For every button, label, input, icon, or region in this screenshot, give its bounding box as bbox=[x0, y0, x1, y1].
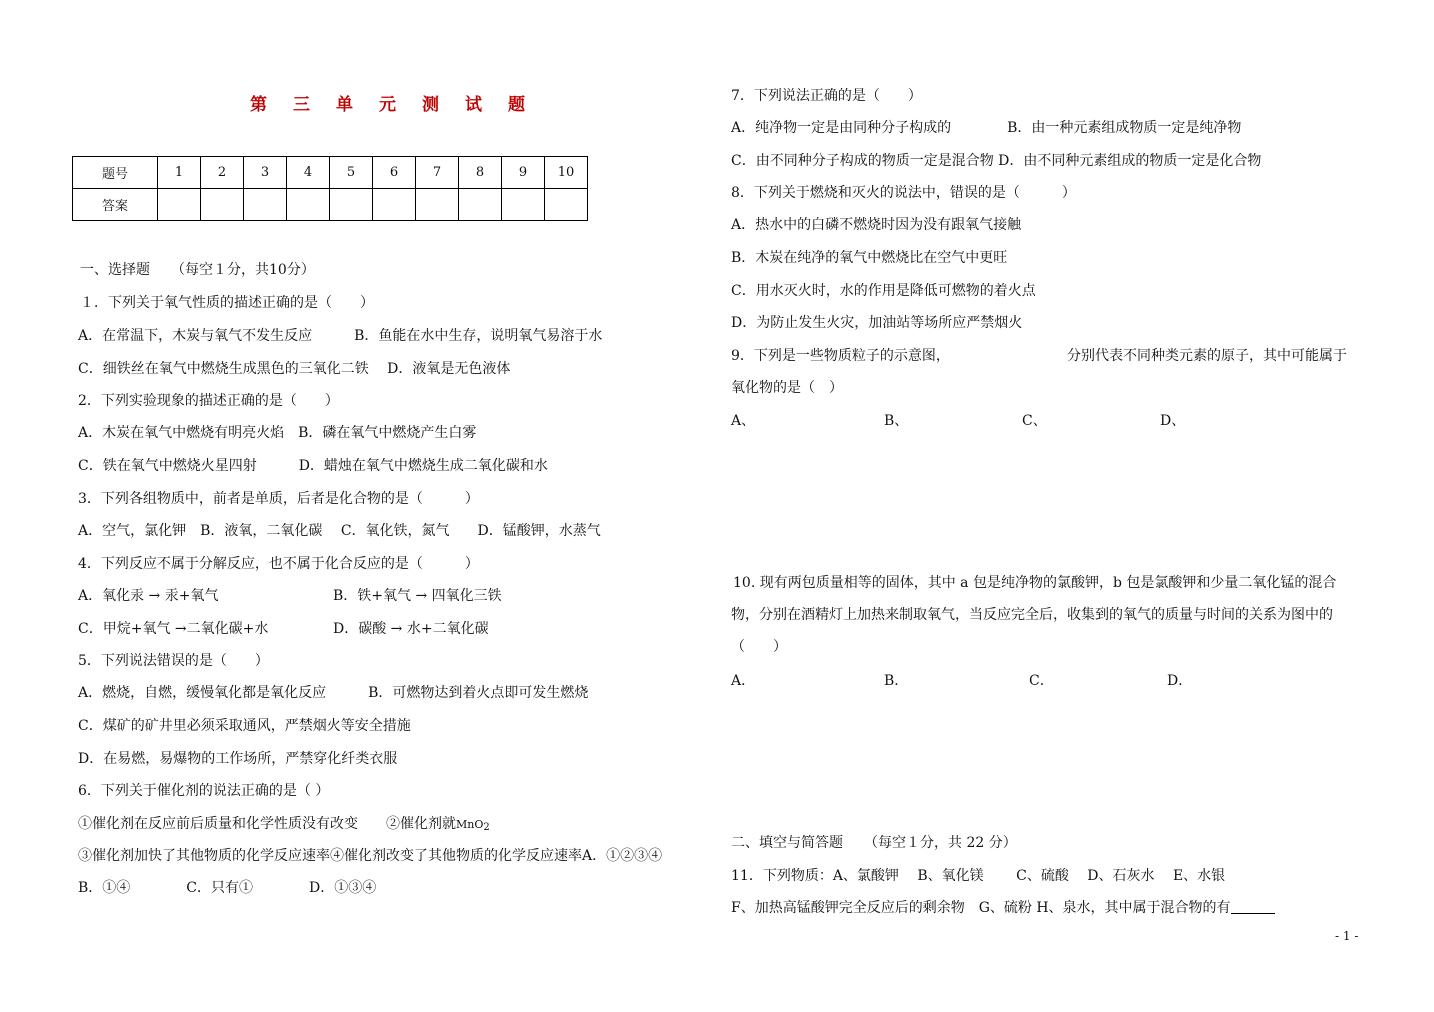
question-8-option-c: C．用水灭火时，水的作用是降低可燃物的着火点 bbox=[731, 283, 1036, 299]
answer-blank[interactable] bbox=[1231, 899, 1275, 914]
answer-cell[interactable] bbox=[287, 189, 330, 221]
question-5-options-ab: A．燃烧，自燃，缓慢氧化都是氧化反应 B．可燃物达到着火点即可发生燃烧 bbox=[78, 685, 589, 701]
question-number-cell: 2 bbox=[201, 157, 244, 189]
question-3-options: A．空气，氯化钾 B．液氧，二氧化碳 C．氧化铁，氮气 D．锰酸钾，水蒸气 bbox=[78, 523, 601, 539]
question-7-options-cd: C．由不同种分子构成的物质一定是混合物 D．由不同种元素组成的物质一定是化合物 bbox=[731, 153, 1262, 169]
question-number-cell: 5 bbox=[330, 157, 373, 189]
question-number-cell: 6 bbox=[373, 157, 416, 189]
question-9-option-d: D、 bbox=[1160, 413, 1186, 429]
question-4-option-c: C．甲烷+氧气 →二氧化碳+水 bbox=[78, 621, 269, 637]
question-7-options-ab: A．纯净物一定是由同种分子构成的 B．由一种元素组成物质一定是纯净物 bbox=[731, 120, 1242, 136]
question-3: 3．下列各组物质中，前者是单质，后者是化合物的是（ ） bbox=[78, 491, 479, 507]
question-10-line-1: 10. 现有两包质量相等的固体，其中 a 包是纯净物的氯酸钾，b 包是氯酸钾和少量二氧化锰的混合 bbox=[733, 575, 1337, 591]
question-4-option-a: A．氧化汞 → 汞+氧气 bbox=[78, 588, 219, 604]
question-5-option-c: C．煤矿的矿井里必须采取通风，严禁烟火等安全措施 bbox=[78, 718, 411, 734]
question-11-line-2-text: F、加热高锰酸钾完全反应后的剩余物 G、硫粉 H、泉水，其中属于混合物的有 bbox=[731, 900, 1231, 916]
question-9-part-3: 氧化物的是（ ） bbox=[731, 380, 843, 396]
question-4-option-b: B．铁+氧气 → 四氧化三铁 bbox=[333, 588, 502, 604]
question-4-option-d: D．碳酸 → 水+二氧化碳 bbox=[333, 621, 489, 637]
question-number-label: 题号 bbox=[73, 157, 158, 189]
question-8-option-a: A．热水中的白磷不燃烧时因为没有跟氧气接触 bbox=[731, 217, 1022, 233]
mno2-formula bbox=[456, 818, 490, 831]
mno2-formula-base: MnO bbox=[456, 818, 484, 831]
answer-cell[interactable] bbox=[502, 189, 545, 221]
answer-cell[interactable] bbox=[545, 189, 588, 221]
question-2-options-ab: A．木炭在氧气中燃烧有明亮火焰 B．磷在氧气中燃烧产生白雾 bbox=[78, 425, 477, 441]
answer-table-answer-row bbox=[73, 189, 588, 221]
answer-cell[interactable] bbox=[373, 189, 416, 221]
question-6-options: B．①④ C．只有① D．①③④ bbox=[78, 880, 377, 896]
answer-label: 答案 bbox=[73, 189, 158, 221]
question-number-cell: 8 bbox=[459, 157, 502, 189]
question-6: 6．下列关于催化剂的说法正确的是（ ） bbox=[78, 783, 330, 799]
question-1-options-cd: C．细铁丝在氧气中燃烧生成黑色的三氧化二铁 D．液氧是无色液体 bbox=[78, 361, 511, 377]
question-10-option-a: A． bbox=[731, 673, 756, 689]
section-heading-multiple-choice: 一、选择题 （每空１分，共10分） bbox=[80, 262, 315, 278]
answer-cell[interactable] bbox=[416, 189, 459, 221]
answer-cell[interactable] bbox=[330, 189, 373, 221]
question-10-option-c: C． bbox=[1029, 673, 1054, 689]
question-2: 2．下列实验现象的描述正确的是（ ） bbox=[78, 393, 339, 409]
answer-cell[interactable] bbox=[244, 189, 287, 221]
question-10-line-2: 物，分别在酒精灯上加热来制取氧气，当反应完全后，收集到的氧气的质量与时间的关系为图中的 bbox=[731, 607, 1333, 623]
question-11-line-2 bbox=[731, 899, 1275, 917]
question-number-cell: 7 bbox=[416, 157, 459, 189]
question-10-option-b: B． bbox=[884, 673, 909, 689]
section-heading-fill-in: 二、填空与简答题 （每空１分，共 22 分） bbox=[731, 835, 1017, 851]
question-8: 8．下列关于燃烧和灭火的说法中，错误的是（ ） bbox=[731, 185, 1076, 201]
question-6-statements-1-2 bbox=[78, 815, 490, 837]
question-10-option-d: D． bbox=[1167, 673, 1193, 689]
question-7: 7．下列说法正确的是（ ） bbox=[731, 88, 922, 104]
question-1: １．下列关于氧气性质的描述正确的是（ ） bbox=[80, 295, 374, 311]
question-9-option-a: A、 bbox=[731, 413, 756, 429]
answer-table bbox=[72, 156, 588, 221]
question-9-part-1: 9．下列是一些物质粒子的示意图， bbox=[731, 348, 950, 364]
question-9-option-c: C、 bbox=[1022, 413, 1047, 429]
question-1-options-ab: A．在常温下，木炭与氧气不发生反应 B．鱼能在水中生存，说明氧气易溶于水 bbox=[78, 328, 603, 344]
question-number-cell: 1 bbox=[158, 157, 201, 189]
question-9-option-b: B、 bbox=[884, 413, 909, 429]
question-10-line-3: （ ） bbox=[731, 639, 787, 655]
question-4: 4．下列反应不属于分解反应，也不属于化合反应的是（ ） bbox=[78, 556, 479, 572]
answer-cell[interactable] bbox=[158, 189, 201, 221]
answer-cell[interactable] bbox=[201, 189, 244, 221]
question-9-part-2: 分别代表不同种类元素的原子，其中可能属于 bbox=[1067, 348, 1347, 364]
answer-table-header-row bbox=[73, 157, 588, 189]
question-number-cell: 4 bbox=[287, 157, 330, 189]
question-8-option-b: B．木炭在纯净的氧气中燃烧比在空气中更旺 bbox=[731, 250, 1008, 266]
question-number-cell: 10 bbox=[545, 157, 588, 189]
question-5: 5．下列说法错误的是（ ） bbox=[78, 653, 269, 669]
question-6-statements-3-4: ③催化剂加快了其他物质的化学反应速率④催化剂改变了其他物质的化学反应速率A．①②③④ bbox=[78, 848, 663, 864]
exam-title: 第三单元测试题 bbox=[250, 95, 551, 115]
question-number-cell: 3 bbox=[244, 157, 287, 189]
question-2-options-cd: C．铁在氧气中燃烧火星四射 D．蜡烛在氧气中燃烧生成二氧化碳和水 bbox=[78, 458, 548, 474]
question-8-option-d: D．为防止发生火灾，加油站等场所应严禁烟火 bbox=[731, 315, 1023, 331]
question-11-line-1: 11．下列物质：A、氯酸钾 B、氧化镁 C、硫酸 D、石灰水 E、水银 bbox=[731, 868, 1226, 884]
question-5-option-d: D．在易燃，易爆物的工作场所，严禁穿化纤类衣服 bbox=[78, 751, 398, 767]
mno2-subscript: 2 bbox=[483, 822, 490, 833]
page-number: - 1 - bbox=[1335, 929, 1359, 943]
answer-cell[interactable] bbox=[459, 189, 502, 221]
question-number-cell: 9 bbox=[502, 157, 545, 189]
question-6-statements-text: ①催化剂在反应前后质量和化学性质没有改变 ②催化剂就 bbox=[78, 816, 456, 832]
